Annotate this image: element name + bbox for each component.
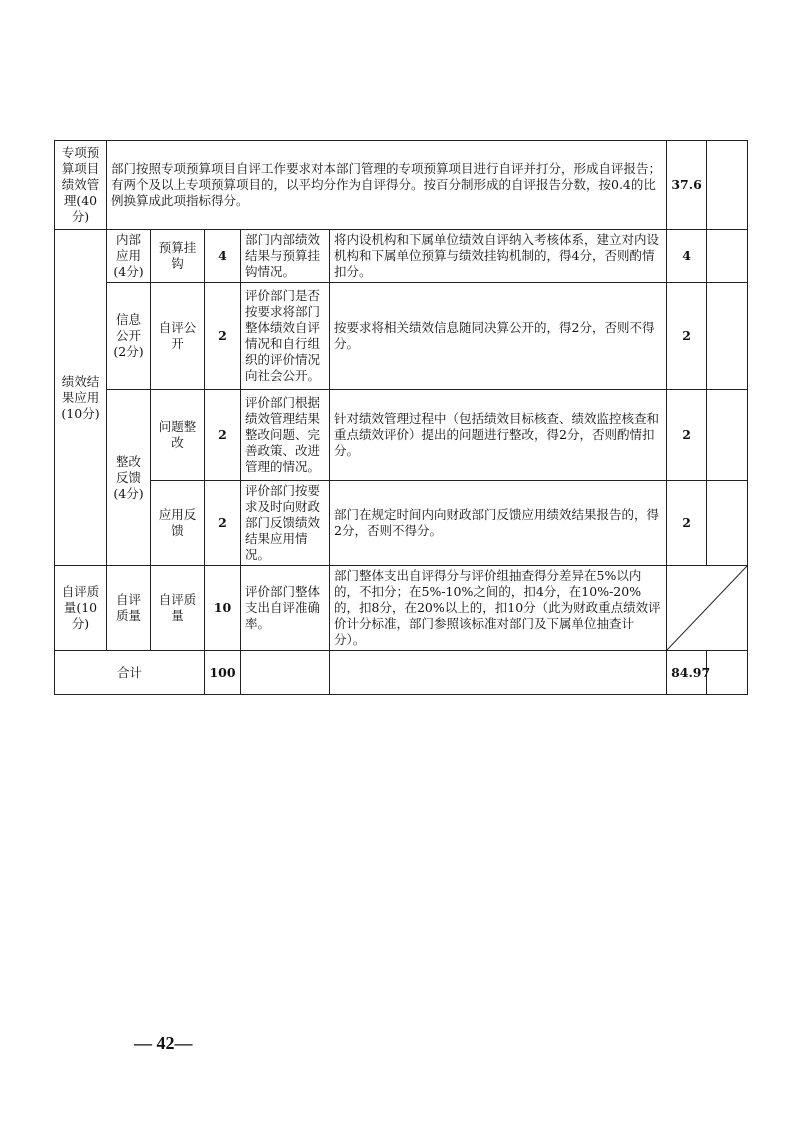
result-item-rectify: 问题整改: [151, 390, 205, 481]
result-score-budget: 4: [667, 230, 707, 283]
quality-points-cell: 10: [205, 566, 241, 651]
special-extra-cell: [707, 141, 748, 230]
result-sub-feedback: 整改反馈(4分): [107, 390, 151, 566]
total-row: [55, 651, 748, 695]
result-score-rectify: 2: [667, 390, 707, 481]
total-empty-cell-1: [241, 651, 330, 695]
result-rule-rectify: 针对绩效管理过程中（包括绩效目标核查、绩效监控核查和重点绩效评价）提出的问题进行整改，得2分，否则酌情扣分。: [330, 390, 667, 481]
total-points-cell: 100: [205, 651, 241, 695]
quality-sub-cell: 自评质量: [107, 566, 151, 651]
result-extra-disclosure: [707, 283, 748, 390]
quality-row: [55, 566, 748, 651]
result-extra-feedback: [707, 481, 748, 566]
quality-standard-cell: 评价部门整体支出自评准确率。: [241, 566, 330, 651]
result-standard-disclosure: 评价部门是否按要求将部门整体绩效自评情况和自行组织的评价情况向社会公开。: [241, 283, 330, 390]
total-empty-cell-2: [330, 651, 667, 695]
result-extra-budget: [707, 230, 748, 283]
quality-item-cell: 自评质量: [151, 566, 205, 651]
result-points-feedback: 2: [205, 481, 241, 566]
special-description-cell: 部门按照专项预算项目自评工作要求对本部门管理的专项预算项目进行自评并打分，形成自评报告；有两个及以上专项预算项目的，以平均分作为自评得分。按百分制形成的自评报告分数，按0.4的比例换算成此项指标得分。: [107, 141, 667, 230]
result-points-rectify: 2: [205, 390, 241, 481]
result-rule-budget: 将内设机构和下属单位绩效自评纳入考核体系，建立对内设机构和下属单位预算与绩效挂钩机制的，得4分，否则酌情扣分。: [330, 230, 667, 283]
result-rule-disclosure: 按要求将相关绩效信息随同决算公开的，得2分，否则不得分。: [330, 283, 667, 390]
special-project-row: [55, 141, 748, 230]
result-standard-budget: 部门内部绩效结果与预算挂钩情况。: [241, 230, 330, 283]
quality-rule-cell: 部门整体支出自评得分与评价组抽查得分差异在5%以内的，不扣分；在5%-10%之间的，扣4分，在10%-20%的，扣8分，在20%以上的，扣10分（此为财政重点绩效评价计分标准，部门参照该标准对部门及下属单位抽查计分）。: [330, 566, 667, 651]
special-category-cell: 专项预算项目绩效管理(40分): [55, 141, 107, 230]
result-sub-internal: 内部应用(4分): [107, 230, 151, 283]
result-score-feedback: 2: [667, 481, 707, 566]
result-rule-feedback: 部门在规定时间内向财政部门反馈应用绩效结果报告的，得2分，否则不得分。: [330, 481, 667, 566]
result-category-cell: 绩效结果应用(10分): [55, 230, 107, 566]
result-points-budget: 4: [205, 230, 241, 283]
result-row-rectify: [55, 390, 748, 481]
quality-category-cell: 自评质量(10分): [55, 566, 107, 651]
result-row-feedback: [55, 481, 748, 566]
quality-diagonal-cell: [667, 566, 748, 651]
result-row-disclosure: [55, 283, 748, 390]
result-points-disclosure: 2: [205, 283, 241, 390]
result-sub-disclosure: 信息公开(2分): [107, 283, 151, 390]
total-score-cell: 84.97: [667, 651, 707, 695]
result-item-budget: 预算挂钩: [151, 230, 205, 283]
result-item-feedback: 应用反馈: [151, 481, 205, 566]
special-score-cell: 37.6: [667, 141, 707, 230]
result-standard-feedback: 评价部门按要求及时向财政部门反馈绩效结果应用情况。: [241, 481, 330, 566]
result-extra-rectify: [707, 390, 748, 481]
evaluation-table: [54, 140, 748, 695]
result-row-budget: [55, 230, 748, 283]
page-number: — 42—: [134, 1033, 193, 1053]
diagonal-line: [667, 566, 747, 650]
total-label-cell: 合计: [55, 651, 205, 695]
result-score-disclosure: 2: [667, 283, 707, 390]
result-standard-rectify: 评价部门根据绩效管理结果整改问题、完善政策、改进管理的情况。: [241, 390, 330, 481]
total-extra-cell: [707, 651, 748, 695]
result-item-disclosure: 自评公开: [151, 283, 205, 390]
